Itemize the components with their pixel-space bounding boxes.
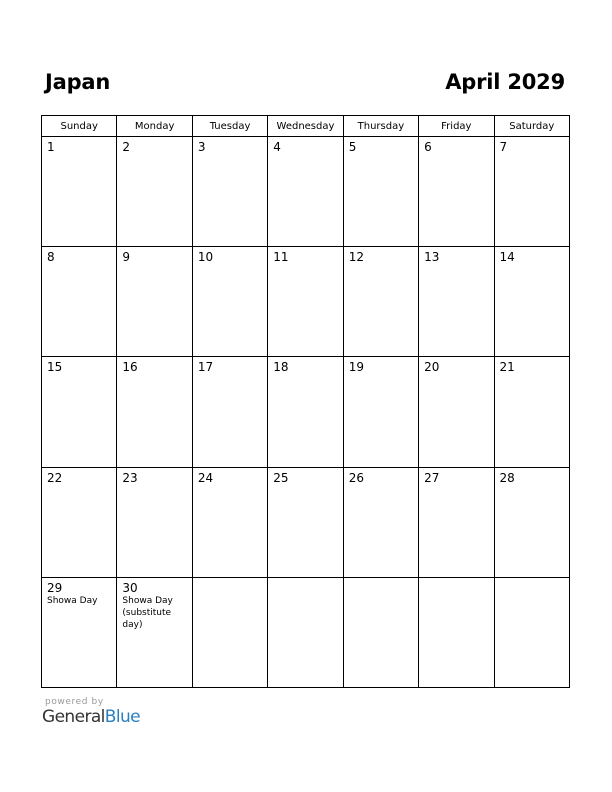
day-number: 17 xyxy=(197,360,214,375)
day-cell xyxy=(42,137,117,247)
day-cell xyxy=(42,247,117,357)
day-number: 19 xyxy=(348,360,364,375)
day-number: 2 xyxy=(122,140,131,154)
day-cell xyxy=(343,357,418,467)
day-cell xyxy=(343,247,418,357)
day-number: 26 xyxy=(348,470,364,485)
weekday-sunday: Sunday xyxy=(42,116,117,137)
day-number: 18 xyxy=(273,360,289,375)
day-cell xyxy=(268,467,343,577)
day-cell xyxy=(494,137,569,247)
weekday-wednesday: Wednesday xyxy=(268,116,343,137)
weekday-tuesday: Tuesday xyxy=(192,116,267,137)
day-cell xyxy=(117,247,192,357)
day-cell xyxy=(494,577,569,687)
day-number: 11 xyxy=(273,250,289,265)
day-cell xyxy=(419,137,494,247)
holiday-label: Showa Day (substitute day) xyxy=(122,595,173,630)
day-cell xyxy=(343,137,418,247)
day-number: 6 xyxy=(424,140,432,154)
day-number: 29 xyxy=(47,580,63,595)
day-cell xyxy=(494,357,569,467)
day-number: 30 xyxy=(122,580,138,595)
day-number: 25 xyxy=(273,470,289,485)
day-cell xyxy=(494,467,569,577)
week-row xyxy=(42,137,570,247)
week-row xyxy=(42,357,570,467)
month-year-title: April 2029 xyxy=(445,70,565,94)
day-number: 21 xyxy=(499,360,515,375)
day-number: 23 xyxy=(122,470,138,485)
day-cell xyxy=(343,577,418,687)
day-number: 4 xyxy=(273,140,281,154)
day-cell xyxy=(419,247,494,357)
weekday-thursday: Thursday xyxy=(343,116,418,137)
day-cell xyxy=(268,357,343,467)
day-cell xyxy=(192,467,267,577)
day-cell xyxy=(419,357,494,467)
day-number: 8 xyxy=(47,250,55,265)
weekday-friday: Friday xyxy=(419,116,494,137)
day-cell xyxy=(419,467,494,577)
day-number: 3 xyxy=(197,140,206,154)
weekday-monday: Monday xyxy=(117,116,192,137)
day-number: 15 xyxy=(47,360,63,375)
day-number: 1 xyxy=(47,140,55,154)
day-number xyxy=(419,578,493,581)
day-number xyxy=(268,578,342,581)
day-cell xyxy=(42,577,117,687)
day-number: 20 xyxy=(424,360,440,375)
day-number: 24 xyxy=(197,470,214,485)
day-number: 27 xyxy=(424,470,440,485)
calendar-grid xyxy=(41,115,570,688)
week-row xyxy=(42,577,570,687)
day-number xyxy=(344,578,418,581)
day-number: 14 xyxy=(499,250,515,265)
day-cell xyxy=(42,467,117,577)
day-cell xyxy=(343,467,418,577)
day-cell xyxy=(268,577,343,687)
day-number: 5 xyxy=(348,140,357,154)
day-number: 28 xyxy=(499,470,515,485)
day-cell xyxy=(268,137,343,247)
day-number: 12 xyxy=(348,250,364,265)
day-cell xyxy=(117,467,192,577)
country-title: Japan xyxy=(45,70,111,94)
powered-by-label: powered by xyxy=(45,697,104,707)
day-cell xyxy=(268,247,343,357)
day-number: 13 xyxy=(424,250,440,265)
day-cell xyxy=(117,137,192,247)
weekday-header-row xyxy=(42,116,570,137)
brand-part-general: General xyxy=(42,707,105,727)
day-number: 9 xyxy=(122,250,131,265)
day-cell xyxy=(419,577,494,687)
day-number: 22 xyxy=(47,470,63,485)
day-number xyxy=(495,578,569,581)
day-number xyxy=(193,578,267,581)
day-cell xyxy=(117,357,192,467)
day-number: 7 xyxy=(499,140,508,154)
week-row xyxy=(42,247,570,357)
day-number: 10 xyxy=(197,250,214,265)
day-cell xyxy=(117,577,192,687)
day-cell xyxy=(42,357,117,467)
generalblue-logo[interactable] xyxy=(42,707,140,727)
day-cell xyxy=(192,137,267,247)
weekday-saturday: Saturday xyxy=(494,116,569,137)
day-number: 16 xyxy=(122,360,138,375)
brand-part-blue: Blue xyxy=(104,707,141,727)
holiday-label: Showa Day xyxy=(47,595,98,606)
day-cell xyxy=(192,577,267,687)
week-row xyxy=(42,467,570,577)
day-cell xyxy=(192,247,267,357)
day-cell xyxy=(494,247,569,357)
day-cell xyxy=(192,357,267,467)
